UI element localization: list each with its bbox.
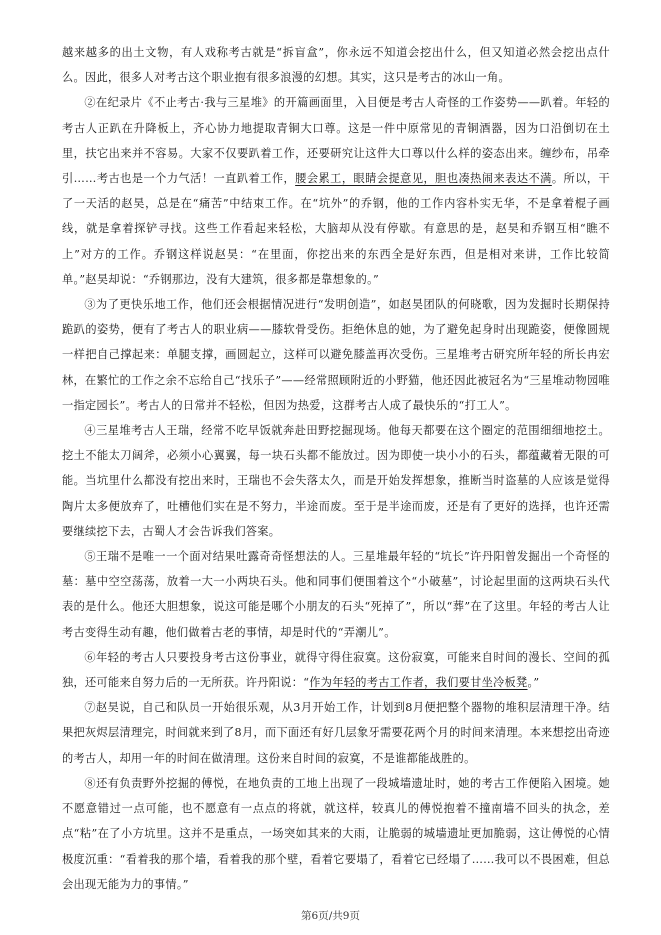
text-segment: ③为了更快乐地工作，他们还会根据情况进行“发明创造”，如赵昊团队的何晓歌，因为发掘时长期保持跪趴的姿势，便有了考古人的职业病——膝软骨受伤。拒绝休息的她，为了避免起身时出现跪姿，便像圆规一样把自己撑起来：单腿支撑，画圆起立，这样可以避免膝盖再次受伤。三星堆考古研究所年轻的所长冉宏林，在繁忙的工作之余不忘给自己“找乐子”——经常照顾附近的小野猫，他还因此被冠名为“三星堆动物园唯一指定园长”。考古人的日常并不轻松，但因为热爱，这群考古人成了最快乐的“打工人”。 — [62, 298, 610, 412]
text-segment: ⑥年轻的考古人只要投身考古这份事业，就得守得住寂寞。这份寂寞，可能来自时间的漫长、空间的孤独，还可能来自努力后的一无所获。许丹阳说：“ — [62, 650, 610, 690]
text-segment: ⑦赵昊说，自己和队员一开始很乐观，从3月开始工作，计划到8月便把整个器物的堆积层清理干净。结果把灰烬层清理完，时间就来到了8月，而下面还有好几层象牙需要花两个月的时间来清理。本来想挖出奇迹的考古人，却用一年的时间在做清理。这份来自时间的寂寞，不是谁都能战胜的。 — [62, 701, 610, 765]
paragraph — [62, 292, 610, 418]
paragraph — [62, 645, 610, 695]
text-segment: ⑤王瑞不是唯一一个面对结果吐露奇奇怪想法的人。三星堆最年轻的“坑长”许丹阳曾发掘出一个奇怪的墓：墓中空空荡荡，放着一大一小两块石头。他和同事们便围着这个“小破墓”，讨论起里面的这两块石头代表的是什么。他还大胆想象，说这可能是哪个小朋友的石头“死掉了”，所以“葬”在了这里。年轻的考古人让考古变得生动有趣，他们做着古老的事情，却是时代的“弄潮儿”。 — [62, 550, 610, 639]
text-segment: 。” — [527, 676, 540, 690]
paragraph — [62, 695, 610, 771]
text-segment: ⑧还有负责野外挖掘的傅悦，在地负责的工地上出现了一段城墙遗址时，她的考古工作便陷入困境。她不愿意错过一点可能，也不愿意有一点点的将就，就这样，较真儿的傅悦抱着不撞南墙不回头的执念，差点“粘”在了小方坑里。这并不是重点，一场突如其来的大雨，让脆弱的城墙遗址更加脆弱，这让傅悦的心情极度沉重：“看着我的那个墙，看着我的那个壁，看着它要塌了，看着它已经塌了……我可以不畏困难，但总会出现无能为力的事情。” — [62, 776, 610, 891]
paragraph — [62, 90, 610, 292]
document-body — [62, 40, 610, 897]
paragraph — [62, 418, 610, 544]
text-segment: 。所以，干了一天活的赵昊，总是在“痛苦”中结束工作。在“坑外”的乔钢，他的工作内容朴实无华，不是拿着棍子画线，就是拿着探铲寻找。这些工作看起来轻松，大脑却从没有停歇。有意思的是，赵昊和乔钢互相“瞧不上”对方的工作。乔钢这样说赵昊：“在里面，你挖出来的东西全是好东西，但是相对来讲，工作比较简单。”赵昊却说：“乔钢那边，没有大建筑，很多都是靠想象的。” — [62, 172, 610, 286]
text-segment: 越来越多的出土文物，有人戏称考古就是“拆盲盒”，你永远不知道会挖出什么，但又知道必然会挖出点什么。因此，很多人对考古这个职业抱有很多浪漫的幻想。其实，这只是考古的冰山一角。 — [62, 46, 610, 85]
underlined-phrase: 腰会累工，眼睛会提意见，胆也凑热闹来表达不满 — [295, 172, 552, 186]
text-segment: ④三星堆考古人王瑞，经常不吃早饭就奔赴田野挖掘现场。他每天都要在这个圈定的范围细细地挖土。挖土不能太刀阔斧，必须小心翼翼，每一块石头都不能放过。因为即使一块小小的石头，都蕴藏着无限的可能。当坑里什么都没有挖出来时，王瑞也不会失落太久，而是开始发挥想象，推断当时盗墓的人应该是觉得陶片太多便放弃了，吐槽他们实在是不努力，半途而废。至于是半途而废，还是有了更好的选择，也许还需要继续挖下去，古蜀人才会告诉我们答案。 — [62, 424, 610, 538]
text-segment: ②在纪录片《不止考古·我与三星堆》的开篇画面里，入目便是考古人奇怪的工作姿势——趴着。年轻的考古人正趴在升降板上，齐心协力地提取青铜大口尊。这是一件中原常见的青铜酒器，因为口沿倒切在土里，扶它出来并不容易。大家不仅要趴着工作，还要研究让这件大口尊以什么样的姿态出来。缠纱布，吊牵引……考古也是一个力气活！一直趴着工作， — [62, 96, 610, 186]
paragraph — [62, 40, 610, 90]
paragraph — [62, 771, 610, 897]
page-footer: 第6页/共9页 — [301, 910, 360, 922]
paragraph — [62, 544, 610, 645]
underlined-phrase: 作为年轻的考古工作者，我们要甘坐冷板凳 — [309, 676, 528, 690]
